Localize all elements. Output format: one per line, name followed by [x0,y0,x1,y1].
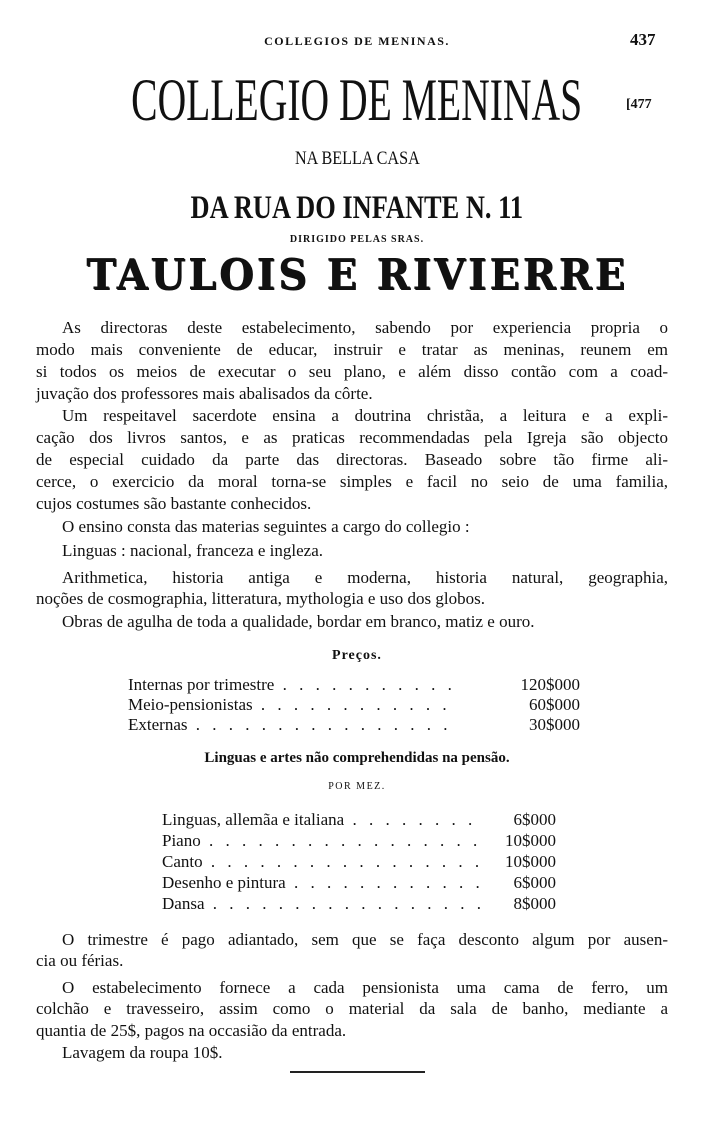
subtitle-address [0,190,714,227]
subtitle-house-text: NA BELLA CASA [294,148,420,169]
price-value: 60$000 [459,695,580,715]
subtitle-directed-by: DIRIGIDO PELAS SRAS. [289,234,425,245]
extras-value: 6$000 [480,873,556,893]
price-row [128,695,580,715]
price-row [128,715,580,735]
body-line: Lavagem da roupa 10$. [62,1043,223,1062]
extras-value: 10$000 [480,852,556,872]
page-title-text: COLLEGIO DE MENINAS [131,67,583,133]
price-value: 30$000 [459,715,580,735]
price-label: Internas por trimestre . . . [128,675,459,695]
subtitle-address-text: DA RUA DO INFANTE N. 11 [190,190,524,226]
body-line: juvação dos professores mais abalisados da côrte. [36,384,373,403]
body-line: Linguas : nacional, franceza e ingleza. [62,541,324,560]
extras-row [162,873,556,893]
body-line: colchão e travesseiro, assim como o material da sala de banho, mediante a [36,999,668,1018]
extras-label: Dansa . . . [162,894,480,914]
extras-period: POR MEZ. [328,781,386,792]
directors-names [0,250,714,300]
price-label: Meio-pensionistas . . . [128,695,459,715]
extras-label: Desenho e pintura . . . [162,873,480,893]
body-line: de especial cuidado da parte das directoras. Baseado sobre tão firme ali- [36,450,668,469]
body-line: O trimestre é pago adiantado, sem que se faça desconto algum por ausen- [62,930,668,949]
body-line: noções de cosmographia, litteratura, mythologia e uso dos globos. [36,589,485,608]
body-line: si todos os meios de executar o seu plano, e além disso contão com a coad- [36,362,668,381]
extras-label: Linguas, allemãa e italiana . . . [162,810,480,830]
page-title [0,67,714,133]
extras-row [162,894,556,914]
closing-rule [290,1071,425,1073]
extras-row [162,810,556,830]
directors-names-text: TAULOIS E RIVIERRE [86,250,628,299]
extras-value: 8$000 [480,894,556,914]
price-row [128,675,580,695]
extras-row [162,852,556,872]
body-line: O ensino consta das materias seguintes a cargo do collegio : [62,517,470,536]
page-number: 437 [630,30,656,49]
prices-heading: Preços. [332,648,382,663]
body-line: quantia de 25$, pagos na occasião da entrada. [36,1021,347,1040]
subtitle-house [0,148,714,170]
body-line: O estabelecimento fornece a cada pensionista uma cama de ferro, um [62,978,668,997]
extras-row [162,831,556,851]
body-line: As directoras deste estabelecimento, sabendo por experiencia propria o [62,318,668,337]
extras-label: Piano . . . [162,831,480,851]
extras-value: 6$000 [480,810,556,830]
body-line: cujos costumes são bastante conhecidos. [36,494,312,513]
body-line: Obras de agulha de toda a qualidade, bordar em branco, matiz e ouro. [62,612,535,631]
body-line: cia ou férias. [36,951,124,970]
running-head: COLLEGIOS DE MENINAS. [264,34,450,48]
extras-label: Canto . . . [162,852,480,872]
price-label: Externas . . . [128,715,459,735]
reference-number: [477 [626,97,652,112]
body-line: Arithmetica, historia antiga e moderna, historia natural, geographia, [62,568,668,587]
extras-heading: Linguas e artes não comprehendidas na pensão. [204,750,510,766]
extras-value: 10$000 [480,831,556,851]
price-value: 120$000 [459,675,580,695]
body-line: modo mais conveniente de educar, instruir e tratar as meninas, reunem em [36,340,668,359]
body-line: cação dos livros santos, e as praticas recommendadas pela Igreja são objecto [36,428,668,447]
body-line: Um respeitavel sacerdote ensina a doutrina christãa, a leitura e a expli- [62,406,668,425]
body-line: cerce, o exercicio da moral torna-se simples e facil no seio de uma familia, [36,472,668,491]
